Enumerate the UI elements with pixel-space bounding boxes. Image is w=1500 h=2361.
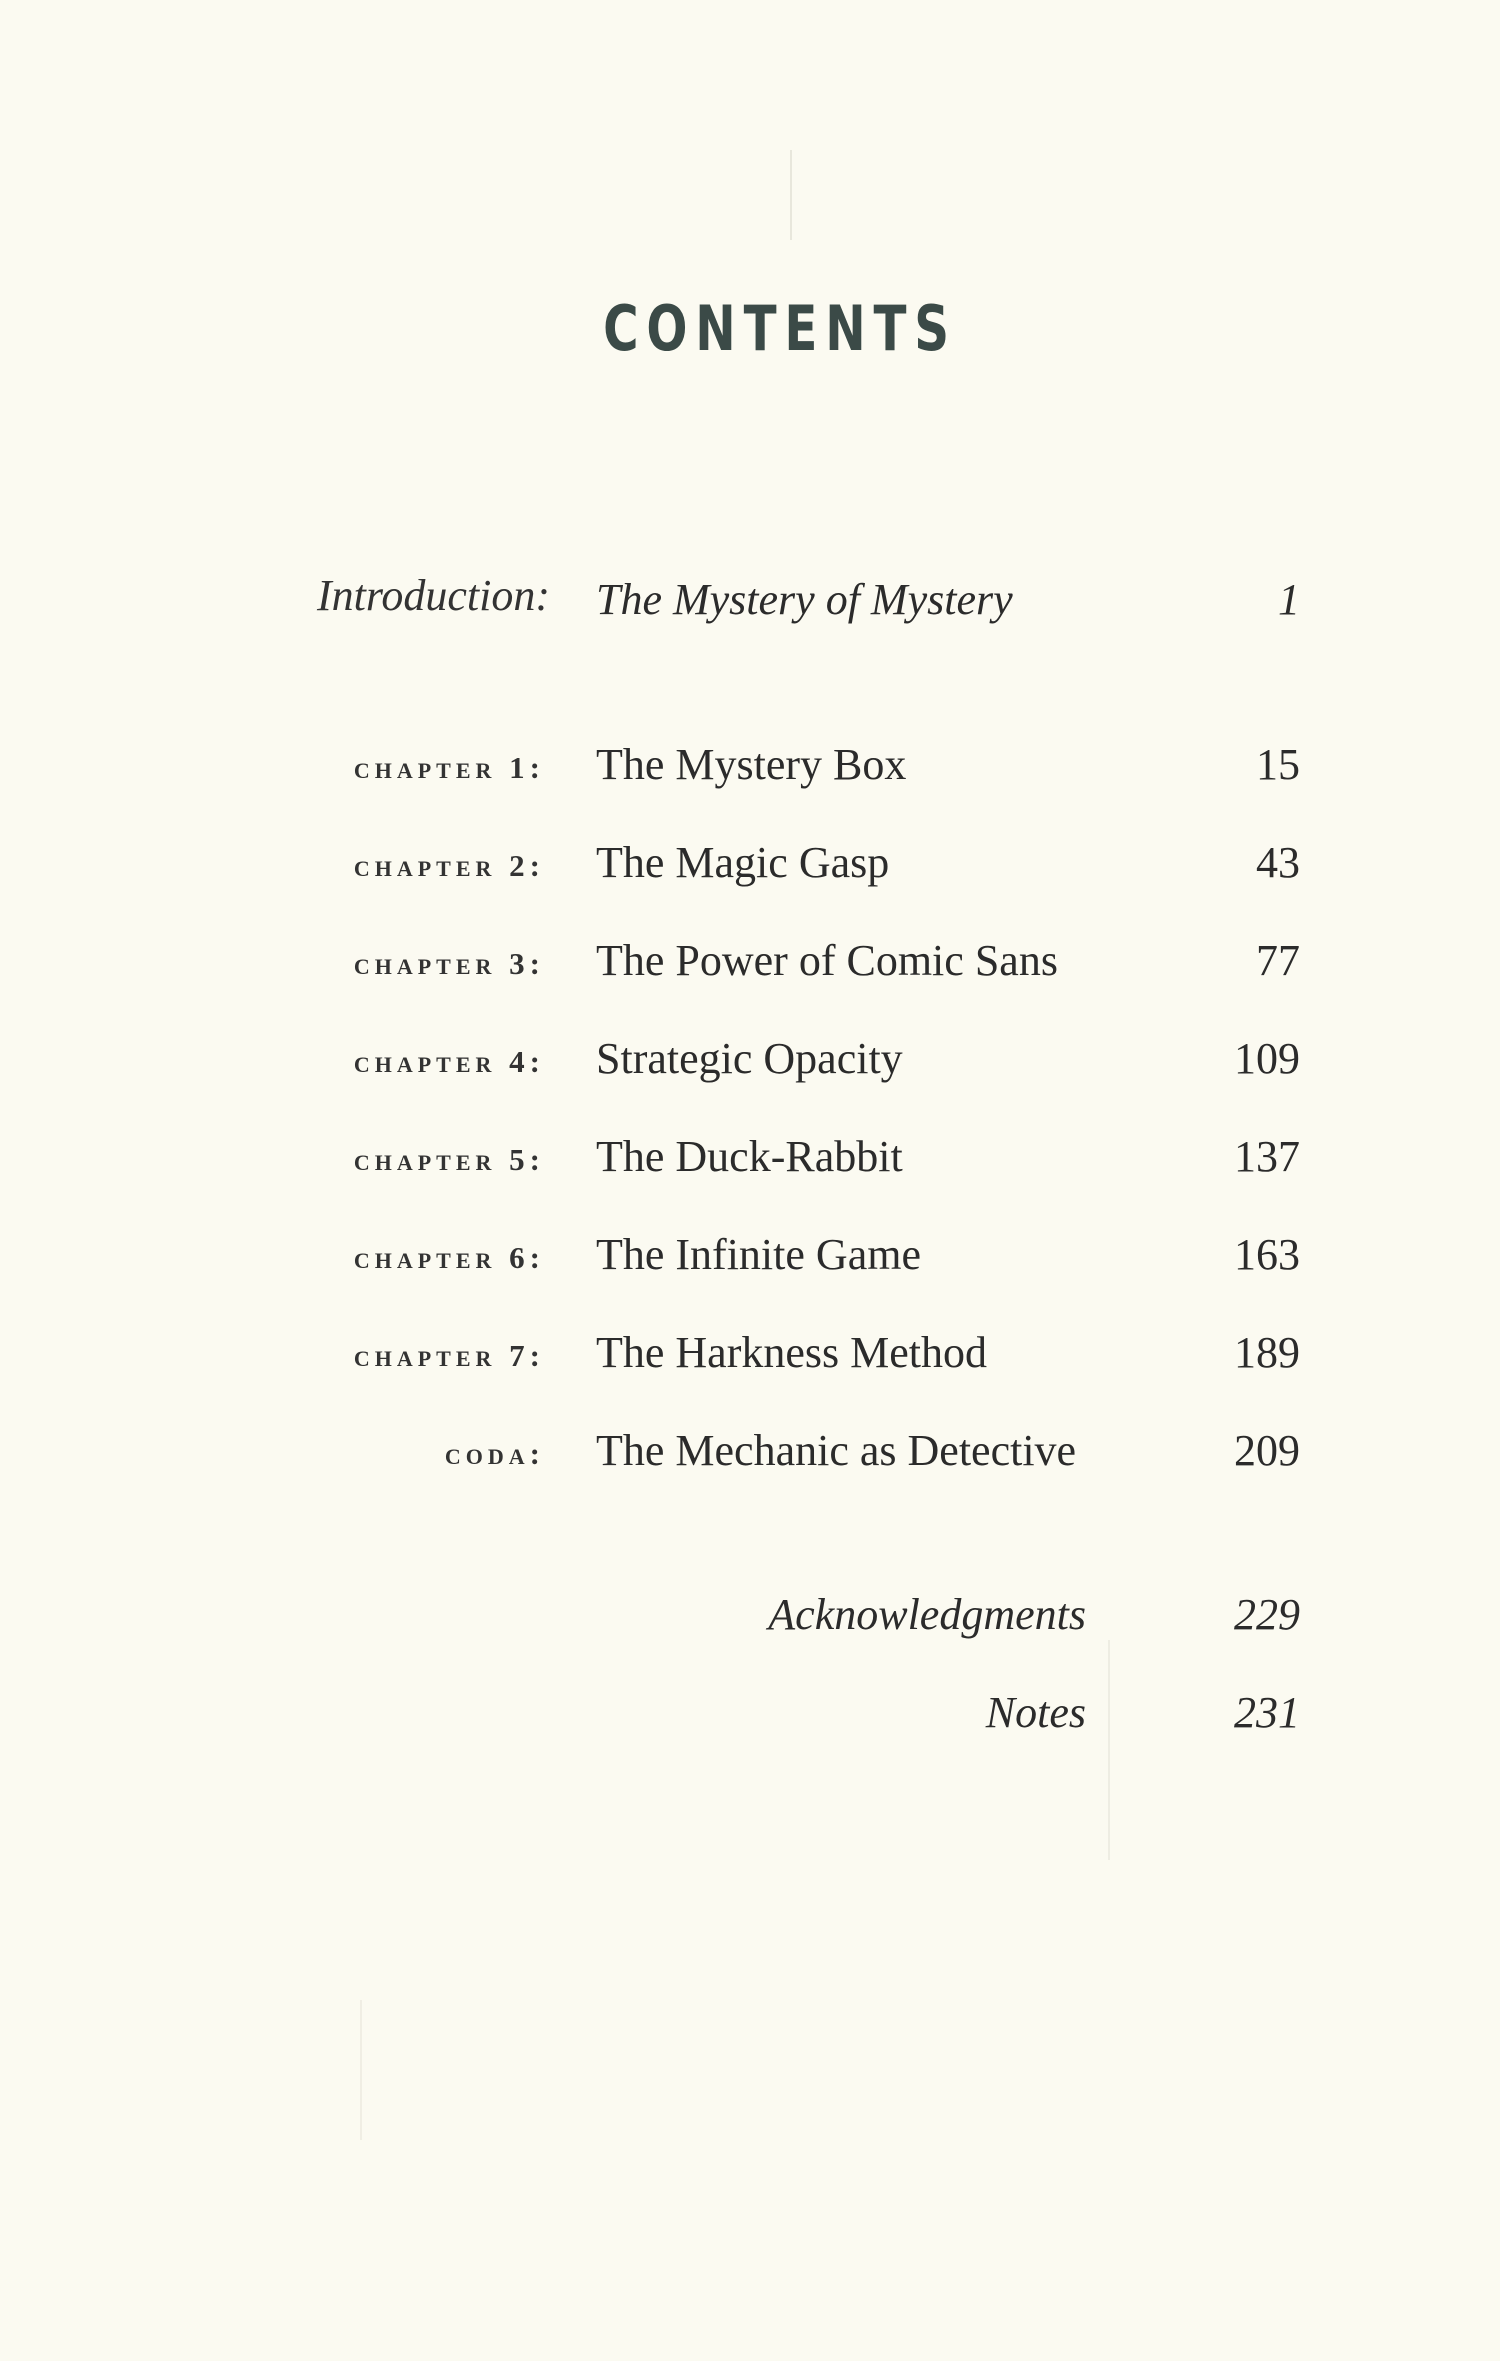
toc-entry-notes	[0, 1678, 1500, 1748]
toc-entry-coda	[0, 1416, 1500, 1486]
toc-page: 43	[1256, 838, 1300, 887]
toc-title: The Mechanic as Detective	[596, 1426, 1077, 1475]
toc-title: Notes	[985, 1688, 1086, 1737]
toc-page: 1	[1278, 575, 1300, 624]
toc-title: The Harkness Method	[596, 1328, 988, 1377]
toc-page: 231	[1234, 1688, 1300, 1737]
toc-title: The Mystery of Mystery	[596, 575, 1013, 624]
toc-label: chapter 4:	[353, 1044, 545, 1079]
toc-page: 229	[1234, 1590, 1300, 1639]
toc-entry-chapter-2	[0, 828, 1500, 898]
toc-label: chapter 2:	[353, 848, 545, 883]
toc-label: chapter 6:	[353, 1240, 545, 1275]
toc-page: 189	[1234, 1328, 1300, 1377]
toc-entry-chapter-5	[0, 1122, 1500, 1192]
toc-label: chapter 3:	[353, 946, 545, 981]
page-title: CONTENTS	[603, 292, 957, 365]
toc-title: The Infinite Game	[596, 1230, 921, 1279]
toc-entry-acknowledgments	[0, 1580, 1500, 1650]
scan-mark	[1108, 1640, 1110, 1860]
toc-label: chapter 7:	[353, 1338, 545, 1373]
toc-page: 209	[1234, 1426, 1300, 1475]
toc-entry-chapter-4	[0, 1024, 1500, 1094]
toc-entry-chapter-7	[0, 1318, 1500, 1388]
toc-title: The Magic Gasp	[596, 838, 890, 887]
toc-page: 137	[1234, 1132, 1300, 1181]
toc-page: 109	[1234, 1034, 1300, 1083]
toc-page: 77	[1256, 936, 1300, 985]
toc-entry-chapter-1	[0, 730, 1500, 800]
toc-title: Strategic Opacity	[596, 1034, 903, 1083]
toc-label: chapter 5:	[353, 1142, 545, 1177]
scan-mark	[360, 2000, 362, 2140]
toc-entry-introduction	[0, 565, 1500, 635]
toc-title: Acknowledgments	[768, 1590, 1086, 1639]
toc-entry-chapter-3	[0, 926, 1500, 996]
toc-label: chapter 1:	[353, 750, 545, 785]
toc-title: The Duck-Rabbit	[596, 1132, 903, 1181]
toc-label: coda:	[444, 1436, 545, 1471]
toc-page: 163	[1234, 1230, 1300, 1279]
toc-entry-chapter-6	[0, 1220, 1500, 1290]
toc-page: 15	[1256, 740, 1300, 789]
toc-title: The Power of Comic Sans	[596, 936, 1058, 985]
toc-title: The Mystery Box	[596, 740, 907, 789]
scan-mark	[790, 150, 792, 240]
toc-label: Introduction:	[317, 571, 550, 620]
